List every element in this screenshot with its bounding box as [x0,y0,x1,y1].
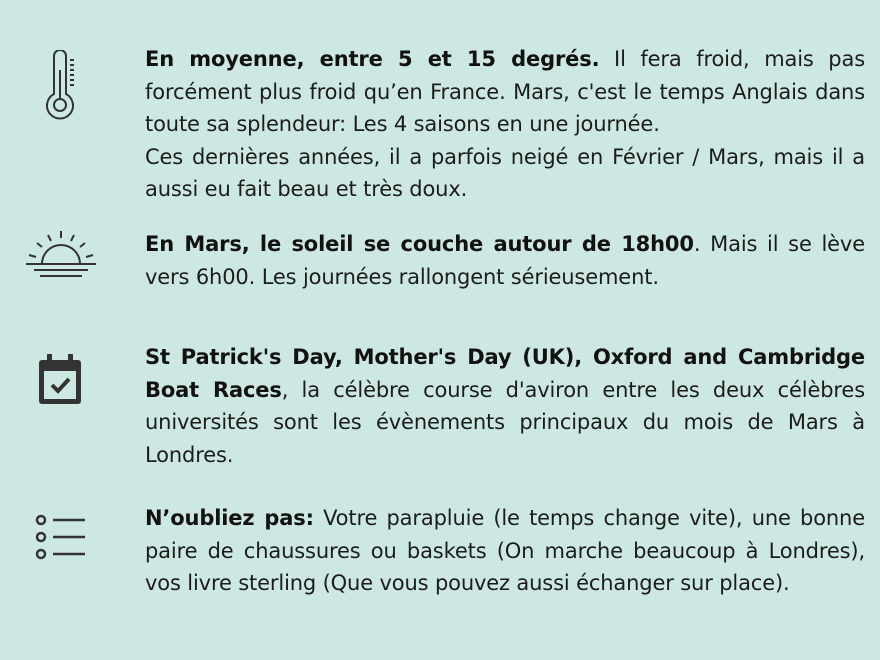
sunset-icon [24,228,98,284]
thermometer-icon [43,50,77,122]
section-reminders-text [145,502,865,600]
checklist-icon [33,512,87,560]
section-events-body: , la célèbre course d'aviron entre les deux célèbres universités sont les évènements principaux du mois de Mars à Londres. [145,377,865,467]
calendar-check-icon [37,354,83,406]
section-sunset-title: En Mars, le soleil se couche autour de 18h00 [145,232,694,256]
section-sunset-text [145,228,865,293]
section-temperature-text [145,43,865,206]
section-temperature-body-2: Ces dernières années, il a parfois neigé en Février / Mars, mais il a aussi eu fait beau et très doux. [145,144,865,201]
section-events-text [145,341,865,471]
section-temperature-title: En moyenne, entre 5 et 15 degrés. [145,47,600,71]
section-reminders-title: N’oubliez pas: [145,506,314,530]
section-sunset-body: . Mais il se lève vers 6h00. Les journées rallongent sérieusement. [145,232,865,289]
section-reminders-body: Votre parapluie (le temps change vite), une bonne paire de chaussures ou baskets (On marche beaucoup à Londres), vos livre sterling (Que vous pouvez aussi échanger sur place). [145,506,865,595]
section-events-title: St Patrick's Day, Mother's Day (UK), Oxford and Cambridge Boat Races [145,345,865,402]
section-temperature-body: Il fera froid, mais pas forcément plus froid qu’en France. Mars, c'est le temps Anglais dans toute sa splendeur: Les 4 saisons en une journée. [145,47,865,136]
